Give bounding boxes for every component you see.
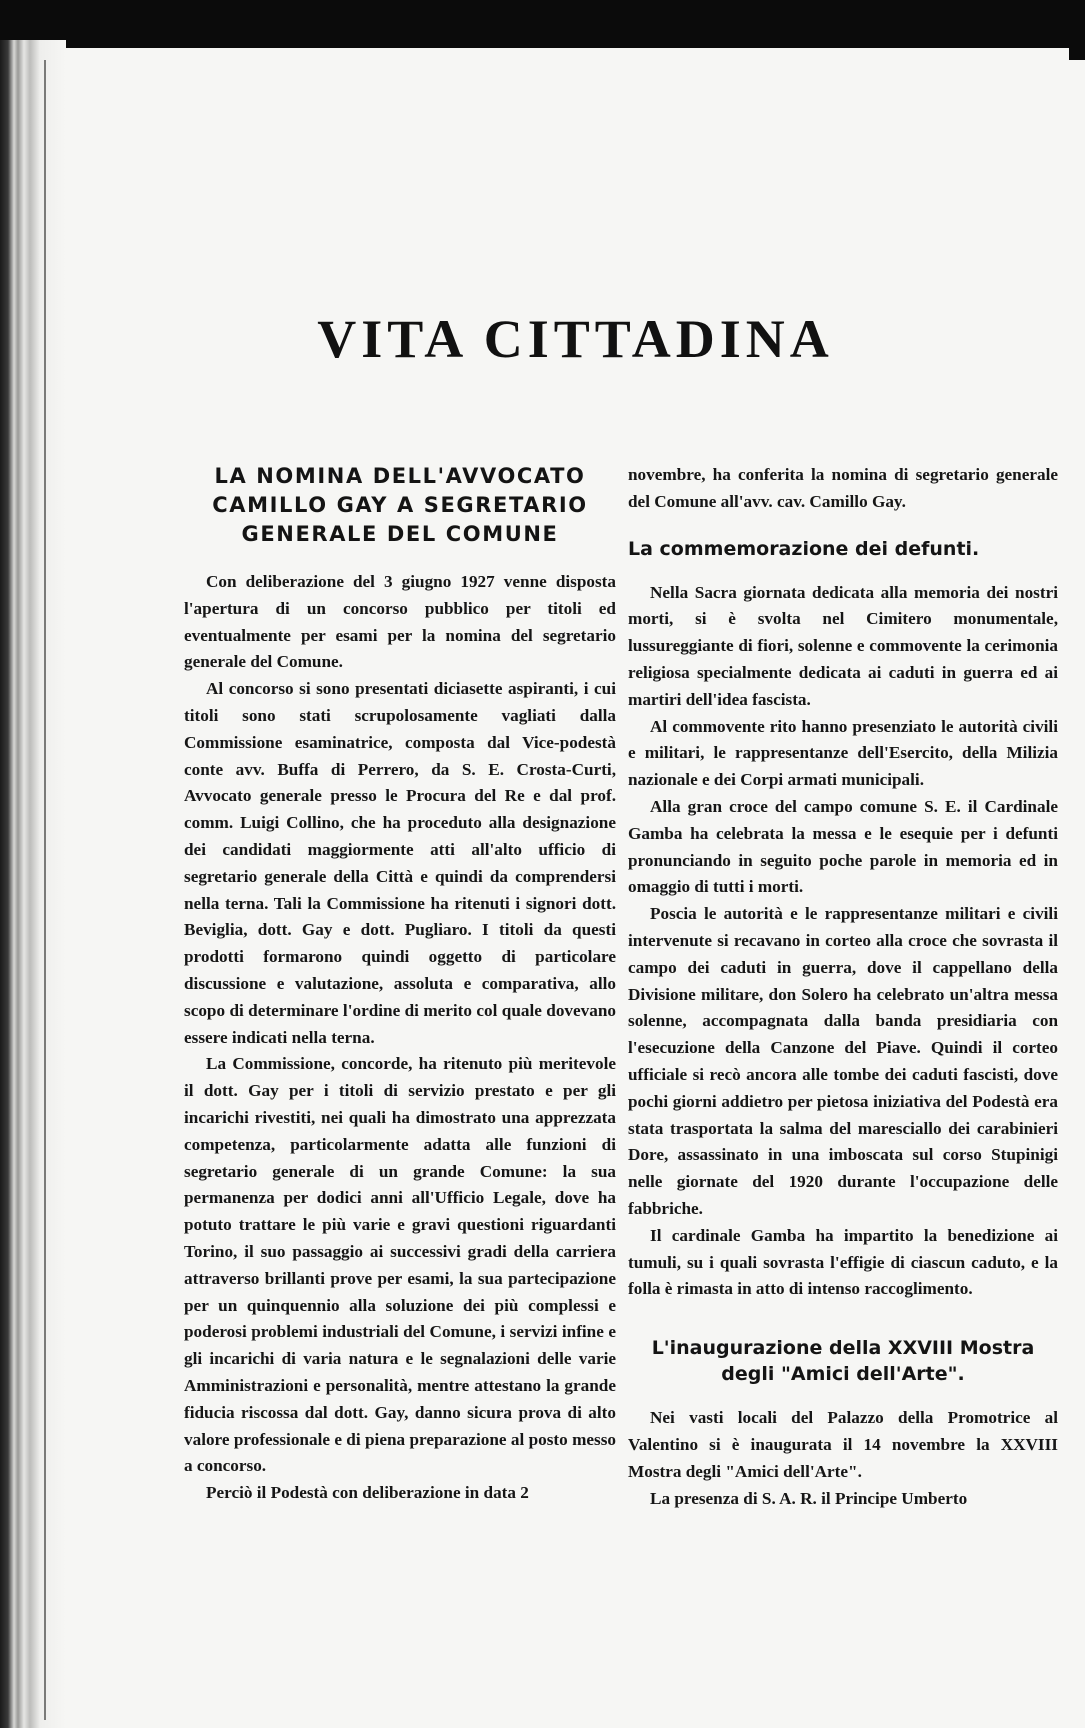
section-title-mostra: L'inaugurazione della XXVIII Mostra degli "Amici dell'Arte". <box>651 1337 1035 1386</box>
article-paragraph: Con deliberazione del 3 giugno 1927 venne disposta l'apertura di un concorso pubblico per titoli ed eventualmente per esami per la nomina del segretario generale del Comune. <box>184 572 616 672</box>
article-paragraph: Nella Sacra giornata dedicata alla memoria dei nostri morti, si è svolta nel Cimitero monumentale, lussureggiante di fiori, solenne e commovente la cerimonia religiosa specialmente dedicata ai caduti in guerra ed ai martiri dell'idea fascista. <box>628 582 1058 709</box>
scan-top-edge <box>0 48 1085 88</box>
scan-corner-mark <box>1069 0 1085 60</box>
article-paragraph: Al commovente rito hanno presenziato le autorità civili e militari, le rappresentanze dell'Esercito, della Milizia nazionale e dei Corpi armati municipali. <box>628 716 1058 790</box>
article-paragraph: Nei vasti locali del Palazzo della Promotrice al Valentino si è inaugurata il 14 novembre la XXVIII Mostra degli "Amici dell'Arte". <box>628 1408 1058 1481</box>
page-title: VITA CITTADINA <box>317 309 834 370</box>
scan-top-border <box>0 0 1085 48</box>
article-paragraph: La presenza di S. A. R. il Principe Umberto <box>650 1488 968 1508</box>
article-paragraph: Al concorso si sono presentati diciasette aspiranti, i cui titoli sono stati scrupolosamente vagliati dalla Commissione esaminatrice, composta dal Vice-podestà conte avv. Buffa di Perrero, da S. E. Crosta-Curti, Avvocato generale presso le Procura del Re e dal prof. comm. Luigi Collino, che ha proceduto alla designazione dei candidati maggiormente atti all'alto ufficio di segretario generale della Città e quindi da comprendersi nella terna. Tali la Commissione ha ritenuti i signori dott. Beviglia, dott. Gay e dott. Pugliaro. I titoli da questi prodotti formarono quindi oggetto di particolare discussione e valutazione, assoluta e comparativa, allo scopo di determinare l'ordine di merito col quale dovevano essere indicati nella terna. <box>184 679 616 1047</box>
article-paragraph: Poscia le autorità e le rappresentanze militari e civili intervenute si recavano in corteo alla croce che sovrasta il campo dei caduti in guerra, dove il cappellano della Divisione militare, don Solero ha celebrato un'altra messa solenne, accompagnata dalla banda presidiaria con l'esecuzione della Canzone del Piave. Quindi il corteo ufficiale si recò ancora alle tombe dei caduti fascisti, dove pochi giorni addietro per pietosa iniziativa del Podestà era stata trasportata la salma del maresciallo dei carabinieri Dore, assassinato in una imboscata sul corso Stupinigi nelle giornate del 1920 durante l'occupazione delle fabbriche. <box>628 904 1058 1218</box>
scan-binding-edge <box>0 40 66 1728</box>
article-paragraph: La Commissione, concorde, ha ritenuto più meritevole il dott. Gay per i titoli di servizio prestato e per gli incarichi rivestiti, nei quali ha dimostrato una apprezzata competenza, particolarmente adatta alle funzioni di segretario generale di un grande Comune: la sua permanenza per dodici anni all'Ufficio Legale, dove ha potuto trattare le più varie e gravi questioni riguardanti Torino, il suo passaggio ai successivi gradi della carriera attraverso brillanti prove per esami, la sua partecipazione per un quinquennio alla soluzione dei più complessi e poderosi problemi industriali del Comune, i servizi infine e gli incarichi di varia natura e le segnalazioni delle varie Amministrazioni e personalità, mentre attestano la grande fiducia riscossa dal dott. Gay, danno sicura prova di alto valore professionale e di piena preparazione al posto messo a concorso. <box>184 1054 616 1476</box>
article-title-nomina: LA NOMINA DELL'AVVOCATO CAMILLO GAY A SEGRETARIO GENERALE DEL COMUNE <box>212 464 588 546</box>
left-column <box>184 462 616 1507</box>
article-paragraph: Perciò il Podestà con deliberazione in data 2 <box>206 1483 529 1503</box>
right-column <box>628 462 1058 1512</box>
section-title-commemorazione: La commemorazione dei defunti. <box>628 537 980 560</box>
article-continuation: novembre, ha conferita la nomina di segretario generale del Comune all'avv. cav. Camillo Gay. <box>628 465 1058 511</box>
article-paragraph: Alla gran croce del campo comune S. E. il Cardinale Gamba ha celebrata la messa e le esequie per i defunti pronunciando in seguito poche parole in memoria ed in omaggio di tutti i morti. <box>628 796 1058 897</box>
article-paragraph: Il cardinale Gamba ha impartito la benedizione ai tumuli, su i quali sovrasta l'effigie di ciascun caduto, e la folla è rimasta in atto di intenso raccoglimento. <box>628 1225 1058 1299</box>
